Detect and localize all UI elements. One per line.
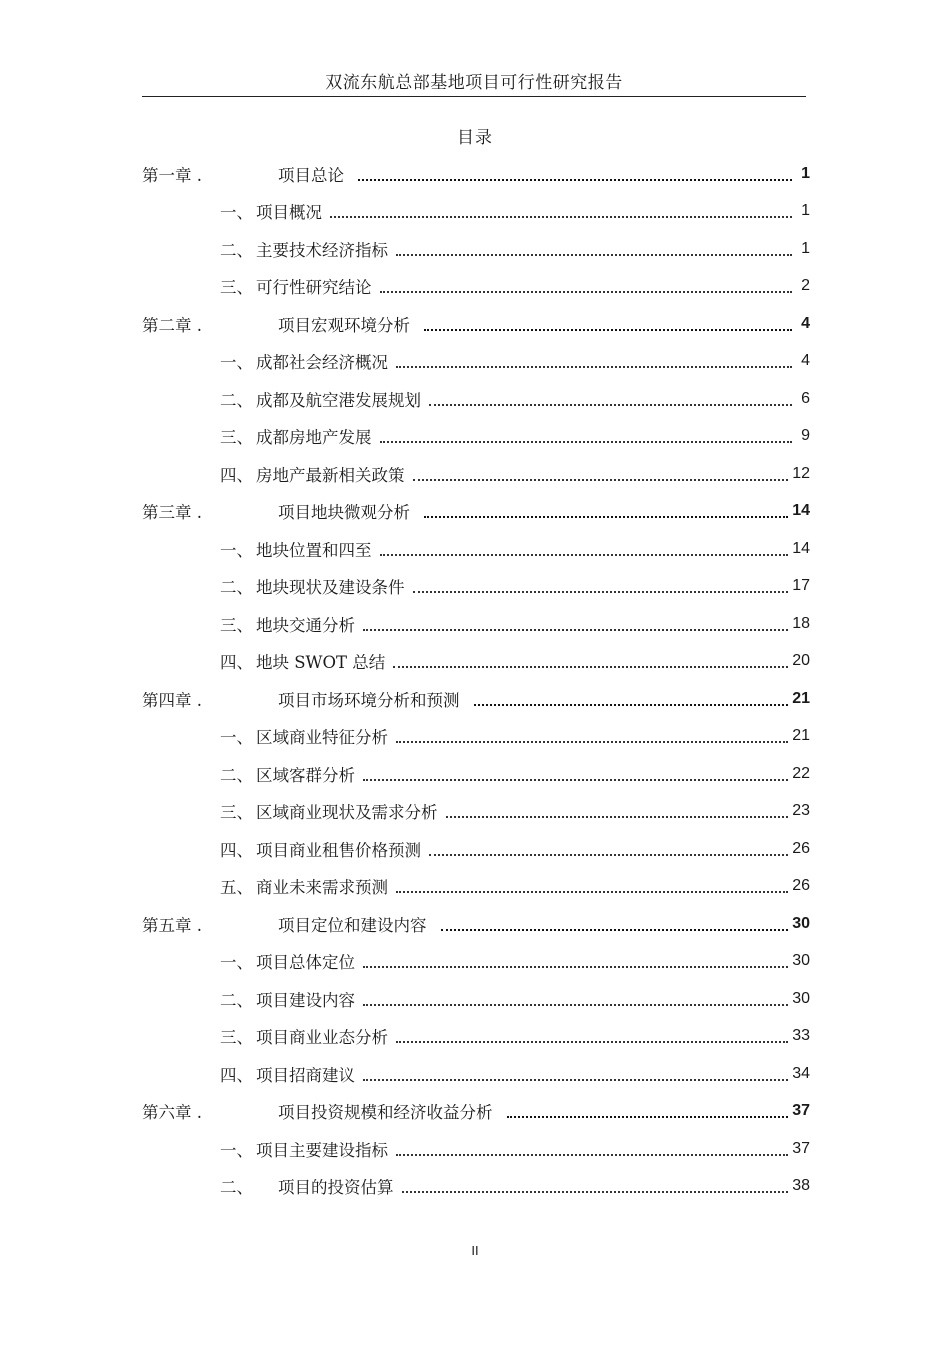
entry-number: 一、 xyxy=(220,203,253,223)
entry-label: 成都房地产发展 xyxy=(256,428,372,448)
entry-label: 区域客群分析 xyxy=(256,765,355,785)
running-header: 双流东航总部基地项目可行性研究报告 xyxy=(325,73,623,93)
entry-page-number: 9 xyxy=(801,427,810,445)
dot-leader xyxy=(474,704,789,706)
entry-page-number: 26 xyxy=(792,839,810,857)
entry-page-number: 14 xyxy=(792,539,810,557)
entry-number: 三、 xyxy=(220,278,253,298)
toc-section-entry[interactable] xyxy=(142,755,810,793)
toc-chapter-entry[interactable] xyxy=(142,680,810,718)
entry-page-number: 33 xyxy=(792,1027,810,1045)
toc-section-entry[interactable] xyxy=(142,268,810,306)
entry-number: 二、 xyxy=(220,990,253,1010)
entry-page-number: 20 xyxy=(792,652,810,670)
entry-label: 地块现状及建设条件 xyxy=(256,578,405,598)
toc-section-entry[interactable] xyxy=(142,1055,810,1093)
toc-section-entry[interactable] xyxy=(142,643,810,681)
entry-number: 四、 xyxy=(220,653,253,673)
entry-label: 项目总体定位 xyxy=(256,953,355,973)
entry-label: 地块交通分析 xyxy=(256,615,355,635)
entry-page-number: 30 xyxy=(792,952,810,970)
dot-leader xyxy=(402,1191,789,1193)
dot-leader xyxy=(396,254,792,256)
entry-number: 第三章 . xyxy=(142,503,202,523)
entry-label: 项目概况 xyxy=(256,203,322,223)
toc-section-entry[interactable] xyxy=(142,830,810,868)
entry-number: 三、 xyxy=(220,615,253,635)
entry-page-number: 37 xyxy=(792,1139,810,1157)
toc-chapter-entry[interactable] xyxy=(142,155,810,193)
entry-number: 三、 xyxy=(220,1028,253,1048)
toc-section-entry[interactable] xyxy=(142,568,810,606)
entry-page-number: 30 xyxy=(792,989,810,1007)
entry-page-number: 4 xyxy=(801,314,810,332)
entry-number: 一、 xyxy=(220,1140,253,1160)
dot-leader xyxy=(380,291,793,293)
toc-section-entry[interactable] xyxy=(142,455,810,493)
entry-number: 四、 xyxy=(220,465,253,485)
entry-label: 项目主要建设指标 xyxy=(256,1140,388,1160)
entry-label: 地块 SWOT 总结 xyxy=(256,653,386,673)
toc-section-entry[interactable] xyxy=(142,605,810,643)
header-rule xyxy=(142,96,806,97)
toc-section-entry[interactable] xyxy=(142,418,810,456)
toc-chapter-entry[interactable] xyxy=(142,305,810,343)
entry-label: 成都及航空港发展规划 xyxy=(256,390,421,410)
entry-page-number: 21 xyxy=(792,689,810,707)
entry-page-number: 1 xyxy=(801,164,810,182)
entry-number: 二、 xyxy=(220,578,253,598)
dot-leader xyxy=(441,929,789,931)
dot-leader xyxy=(413,591,789,593)
entry-label: 项目总论 xyxy=(278,165,344,185)
toc-chapter-entry[interactable] xyxy=(142,905,810,943)
entry-page-number: 26 xyxy=(792,877,810,895)
toc-section-entry[interactable] xyxy=(142,343,810,381)
entry-page-number: 30 xyxy=(792,914,810,932)
dot-leader xyxy=(363,1079,788,1081)
toc-section-entry[interactable] xyxy=(142,230,810,268)
entry-page-number: 22 xyxy=(792,764,810,782)
entry-page-number: 23 xyxy=(792,802,810,820)
dot-leader xyxy=(363,1004,788,1006)
entry-label: 项目商业租售价格预测 xyxy=(256,840,421,860)
dot-leader xyxy=(429,854,788,856)
dot-leader xyxy=(413,479,789,481)
entry-label: 项目定位和建设内容 xyxy=(278,915,427,935)
entry-number: 四、 xyxy=(220,1065,253,1085)
entry-label: 区域商业现状及需求分析 xyxy=(256,803,438,823)
toc-section-entry[interactable] xyxy=(142,193,810,231)
dot-leader xyxy=(363,629,788,631)
dot-leader xyxy=(396,1154,788,1156)
toc-section-entry[interactable] xyxy=(142,943,810,981)
toc-section-entry[interactable] xyxy=(142,1018,810,1056)
entry-number: 一、 xyxy=(220,728,253,748)
entry-label: 主要技术经济指标 xyxy=(256,240,388,260)
entry-number: 三、 xyxy=(220,803,253,823)
toc-section-entry[interactable] xyxy=(142,1168,810,1206)
table-of-contents xyxy=(142,155,810,1205)
toc-title: 目录 xyxy=(457,128,493,148)
entry-page-number: 14 xyxy=(792,502,810,520)
entry-label: 项目市场环境分析和预测 xyxy=(278,690,460,710)
entry-label: 区域商业特征分析 xyxy=(256,728,388,748)
dot-leader xyxy=(396,741,788,743)
entry-label: 项目地块微观分析 xyxy=(278,503,410,523)
entry-page-number: 17 xyxy=(792,577,810,595)
dot-leader xyxy=(358,179,792,181)
entry-number: 三、 xyxy=(220,428,253,448)
entry-page-number: 4 xyxy=(801,352,810,370)
toc-section-entry[interactable] xyxy=(142,718,810,756)
dot-leader xyxy=(330,216,792,218)
entry-number: 四、 xyxy=(220,840,253,860)
entry-label: 项目招商建议 xyxy=(256,1065,355,1085)
toc-section-entry[interactable] xyxy=(142,868,810,906)
toc-chapter-entry[interactable] xyxy=(142,493,810,531)
dot-leader xyxy=(363,779,788,781)
entry-label: 项目建设内容 xyxy=(256,990,355,1010)
entry-page-number: 18 xyxy=(792,614,810,632)
entry-number: 二、 xyxy=(220,390,253,410)
entry-number: 一、 xyxy=(220,953,253,973)
toc-section-entry[interactable] xyxy=(142,793,810,831)
entry-label: 成都社会经济概况 xyxy=(256,353,388,373)
toc-section-entry[interactable] xyxy=(142,530,810,568)
entry-number: 二、 xyxy=(220,765,253,785)
entry-number: 二、 xyxy=(220,1178,253,1198)
entry-label: 可行性研究结论 xyxy=(256,278,372,298)
toc-section-entry[interactable] xyxy=(142,980,810,1018)
dot-leader xyxy=(429,404,792,406)
dot-leader xyxy=(380,441,793,443)
entry-number: 第二章 . xyxy=(142,315,202,335)
entry-page-number: 12 xyxy=(792,464,810,482)
dot-leader xyxy=(393,666,788,668)
entry-page-number: 1 xyxy=(801,202,810,220)
dot-leader xyxy=(424,329,792,331)
entry-label: 房地产最新相关政策 xyxy=(256,465,405,485)
toc-section-entry[interactable] xyxy=(142,380,810,418)
entry-number: 二、 xyxy=(220,240,253,260)
dot-leader xyxy=(363,966,788,968)
entry-number: 五、 xyxy=(220,878,253,898)
entry-page-number: 21 xyxy=(792,727,810,745)
entry-number: 一、 xyxy=(220,353,253,373)
toc-chapter-entry[interactable] xyxy=(142,1093,810,1131)
entry-label: 项目宏观环境分析 xyxy=(278,315,410,335)
entry-label: 项目投资规模和经济收益分析 xyxy=(278,1103,493,1123)
entry-page-number: 6 xyxy=(801,389,810,407)
entry-label: 项目的投资估算 xyxy=(278,1178,394,1198)
entry-number: 第六章 . xyxy=(142,1103,202,1123)
entry-label: 地块位置和四至 xyxy=(256,540,372,560)
page-number: II xyxy=(471,1243,479,1258)
toc-section-entry[interactable] xyxy=(142,1130,810,1168)
entry-page-number: 2 xyxy=(801,277,810,295)
entry-page-number: 38 xyxy=(792,1177,810,1195)
dot-leader xyxy=(396,891,788,893)
dot-leader xyxy=(380,554,789,556)
dot-leader xyxy=(424,516,788,518)
dot-leader xyxy=(446,816,789,818)
entry-page-number: 1 xyxy=(801,239,810,257)
dot-leader xyxy=(507,1116,789,1118)
entry-page-number: 37 xyxy=(792,1102,810,1120)
dot-leader xyxy=(396,1041,788,1043)
entry-number: 第一章 . xyxy=(142,165,202,185)
entry-page-number: 34 xyxy=(792,1064,810,1082)
entry-number: 第五章 . xyxy=(142,915,202,935)
dot-leader xyxy=(396,366,792,368)
entry-label: 项目商业业态分析 xyxy=(256,1028,388,1048)
entry-number: 第四章 . xyxy=(142,690,202,710)
entry-number: 一、 xyxy=(220,540,253,560)
entry-label: 商业未来需求预测 xyxy=(256,878,388,898)
